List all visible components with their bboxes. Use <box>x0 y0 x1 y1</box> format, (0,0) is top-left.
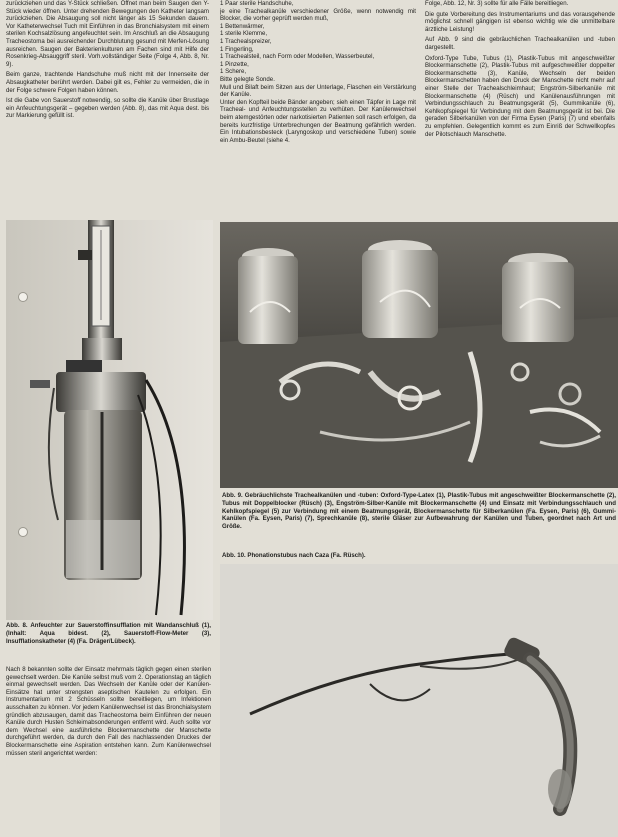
list-item: 1 Paar sterile Handschuhe, <box>220 0 294 7</box>
paragraph: Auf Abb. 9 sind die gebräuchlichen Trachealkanülen und -tuben dargestellt. <box>425 36 615 51</box>
list-item: je eine Trachealkanüle verschiedener Größe, wenn notwendig mit Blocker, die vorher geprüft werden muß, <box>220 7 416 23</box>
photo-tracheal-cannulas <box>220 222 618 488</box>
text-column-right-top <box>425 0 615 218</box>
text-column-left-top <box>6 0 209 214</box>
list-item: 1 Trachealsteil, nach Form oder Modellen, Wasserbeutel, <box>220 53 375 61</box>
punch-hole <box>18 292 28 302</box>
photo-oxygen-humidifier <box>6 220 213 620</box>
list-item: 1 Pinzette, <box>220 60 249 68</box>
paragraph: Unter den Kopfteil beide Bänder angeben; sieh einen Täpfer in Lage mit Tracheal- und Anfeuchtungsstellen zu verhüten. Der Kanülenwechsel beim atemgestörten oder narkotisierten Patienten soll rasch erfolgen, da bereits kurzfristige Unterbrechungen der Beatmung gefährlich werden. Ein Intubationsbesteck (Laryngoskop und verschiedene Tuben) sowie ein Ambu-Beutel (siehe 4. <box>220 98 416 144</box>
list-item: 1 Schere, <box>220 68 247 76</box>
list-item: 1 sterile Klemme, <box>220 30 268 38</box>
paragraph: Nach 8 bekannten sollte der Einsatz mehrmals täglich gegen einen sterilen gewechselt werden. Die Kanüle selbst muß vom 2. Operationstag an täglich einmal gewechselt werden. Das Wechseln der Kanüle oder der Kanülen-Einsätze hat unter strengsten aseptischen Kautelen zu erfolgen. Ein Instrumentarium mit 2 Schüsseln sollte bereitliegen, um Infektionen ausschalten zu können. Vor jedem Kanülenwechsel ist das Bronchialsystem gründlich abzusaugen, damit das Tracheostoma beim Einführen der neuen Kanüle durch Husten Schleimabsonderungen entfernt wird. Auch sollte vor dem Wechsel eine ausführliche Blockermanschette der Manschette durchgeführt werden, da durch den Fall des nachlassenden Druckes der Blockermanschette eine Aspiration entstehen kann. Zum Kanülenwechsel müssen steril angerichtet werden: <box>6 666 211 757</box>
list-item: 1 Trachealspreizer, <box>220 37 272 45</box>
list-item: 1 Bettenwärmer, <box>220 22 265 30</box>
paragraph: Ist die Gabe von Sauerstoff notwendig, so sollte die Kanüle über Brustlage ein Anfeuchtungsgerät – gegeben werden (Abb. 8), das mit Aqua dest. bis zur Markierung gefüllt ist. <box>6 97 209 120</box>
photo-phonation-tube <box>220 564 618 837</box>
caption-figure-8: Abb. 8. Anfeuchter zur Sauerstoffinsufflation mit Wandanschluß (1), (Inhalt: Aqua bidest. (2), Sauerstoff-Flow-Meter (3), Insufflationskatheter (4) (Fa. Dräger/Lübeck). <box>6 622 211 645</box>
paragraph: Oxford-Type Tube, Tubus (1), Plastik-Tubus mit angeschweißter Blockermanschette (2), Plastik-Tubus mit aufgeschweißter doppelter Blockermanschette (3), Kanüle, Wechseln der beiden Blockermanschetten haben den Druck der Manschette nicht mehr auf einer Stelle der Trachealschleimhaut; Engström-Silberkanüle mit Blockermanschette (4) (Rüsch) und Kanülenausführungen mit Verbindungsschlauch zu Beatmungsgerät (5), Gummikanüle (6), Kehlkopfspiegel für Verbindung mit dem Beatmungsgerät ist bei. Die geraden Silberkanülen von der Firma Eysen (Paris) (7) und ebenfalls zu empfehlen. Gelegentlich kommt es zum Einriß der Schwellkopfes der Pilotschlauch Manschette. <box>425 54 615 138</box>
paragraph: Beim ganze, trachtende Handschuhe muß nicht mit der Innenseite der Absaugkatheter berührt werden. Dabei gilt es, Fehler zu vermeiden, die in der Folge schwere Folgen haben können. <box>6 71 209 94</box>
paragraph: Mull und Bilaft beim Sitzen aus der Unterlage, Flaschen ein Verstärkung der Kanüle. <box>220 83 416 99</box>
list-item: 1 Fingerling, <box>220 45 254 53</box>
caption-figure-9: Abb. 9. Gebräuchlichste Trachealkanülen und -tuben: Oxford-Type-Latex (1), Plastik-Tubus mit angeschweißter Blockermanschette (2), Tubus mit Doppelblocker (Rüsch) (3), Engström-Silber-Kanüle mit Blockermanschette (4) und Einsatz mit Verbindungsschlauch und Kehlkopfspiegel (5) zur Verbindung mit einem Beatmungsgerät, Blockermanschette für Silberkanülen (Fa. Eysen, Paris) (6), Gummi-Kanülen (Fa. Eysen, Paris) (7), Sprechkanüle (8), sterile Gläser zur Aufbewahrung der Kanülen und Tuben, geordnet nach Art und Größe. <box>222 492 616 531</box>
list-item: Bitte gelegte Sonde. <box>220 75 275 83</box>
paragraph: Folge, Abb. 12, Nr. 3) sollte für alle Fälle bereitliegen. <box>425 0 569 7</box>
text-column-middle-top <box>220 0 416 218</box>
paragraph: Die gute Vorbereitung des Instrumentariums und das vorausgehende möglichst schnell gängigen ist ebenso wichtig wie die unmittelbare ärztliche Leistung! <box>425 10 615 33</box>
paragraph: zurückziehen und das Y-Stück schließen. Öffnet man beim Saugen den Y-Stück wieder öffnen. Unter drehenden Bewegungen den Katheter langsam zurückziehen. Die Absaugung soll nicht länger als 15 Sekunden dauern. Vor Katheterwechsel Tuch mit Einführen in das Bronchialsystem mit einem sterilen Kochsalzlösung angefeuchtet sein. Im Anschluß an die Absaugung Tracheostoma bei ausreichender Durchblutung gesund mit Merfen-Lösung ausreichen. Saugen der Bakterienkulturen am Fachen sind mit Hilfe der Rosenkrieg-Absauggriff steril. Vorh.vollständiger Seite (Folge 4, Abb. 8, Nr. 9). <box>6 0 209 68</box>
caption-figure-10: Abb. 10. Phonationstubus nach Caza (Fa. Rüsch). <box>222 552 366 559</box>
text-column-left-bottom <box>6 666 211 837</box>
punch-hole <box>18 527 28 537</box>
